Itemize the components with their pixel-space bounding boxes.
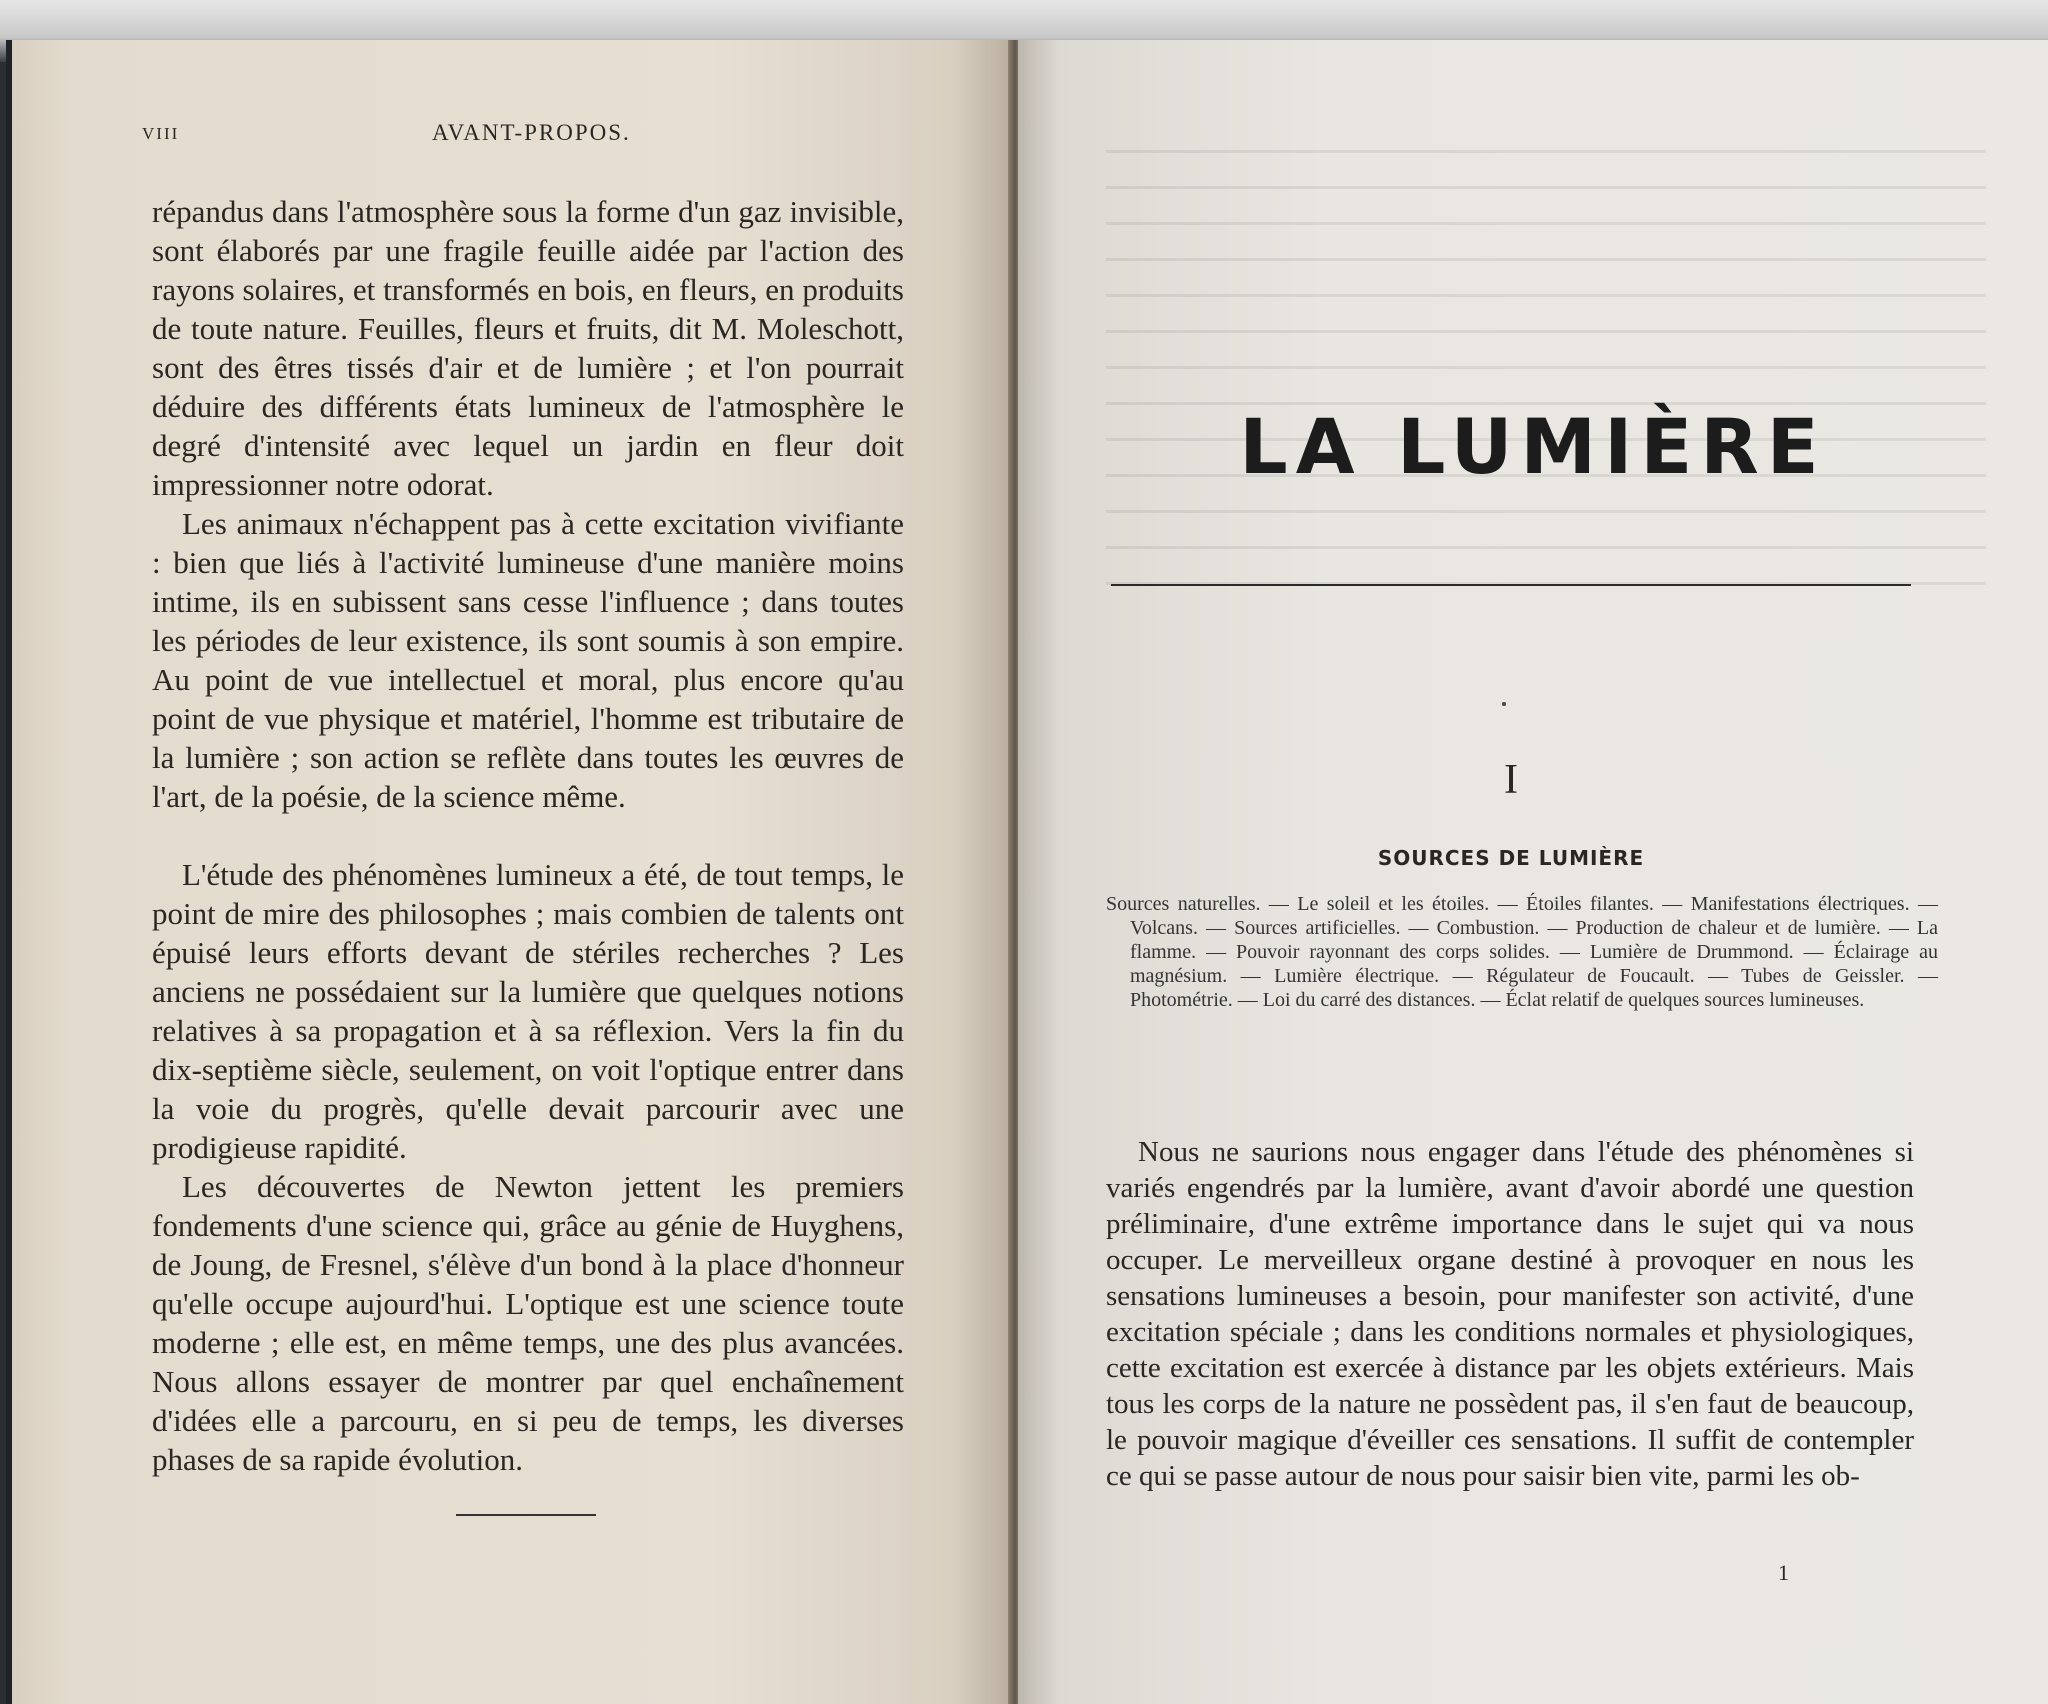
ornament-dot: [1502, 702, 1506, 706]
book-spread: [0, 40, 2048, 1704]
chapter-numeral: I: [1504, 757, 1518, 803]
section-title: SOURCES DE LUMIÈRE: [1377, 846, 1645, 870]
paragraph: Les animaux n'échappent pas à cette excitation vivifiante : bien que liés à l'activité lumineuse d'une manière moins intime, ils en subissent sans cesse l'influence ; dans toutes les périodes de leur existence, ils sont soumis à son empire. Au point de vue intellectuel et moral, plus encore qu'au point de vue physique et matériel, l'homme est tributaire de la lumière ; son action se reflète dans toutes les œuvres de l'art, de la poésie, de la science même.: [152, 506, 904, 814]
chapter-title: LA LUMIÈRE: [1239, 402, 1827, 491]
paragraph: Les découvertes de Newton jettent les premiers fondements d'une science qui, grâce au génie de Huyghens, de Joung, de Fresnel, s'élève d'un bond à la place d'honneur qu'elle occupe aujourd'hui. L'optique est une science toute moderne ; elle est, en même temps, une des plus avancées. Nous allons essayer de montrer par quel enchaînement d'idées elle a parcouru, en si peu de temps, les diverses phases de sa rapide évolution.: [152, 1169, 904, 1477]
left-page: [6, 40, 1012, 1704]
title-rule: [1111, 584, 1911, 586]
left-page-body: [152, 192, 904, 1479]
paragraph: répandus dans l'atmosphère sous la forme d'un gaz invisible, sont élaborés par une fragile feuille aidée par l'action des rayons solaires, et transformés en bois, en fleurs, en produits de toute nature. Feuilles, fleurs et fruits, dit M. Moleschott, sont des êtres tissés d'air et de lumière ; et l'on pourrait déduire des différents états lumineux de l'atmosphère le degré d'intensité avec lequel un jardin en fleur doit impressionner notre odorat.: [152, 194, 904, 502]
bleed-through-texture: [1106, 150, 1986, 610]
right-page-body: [1106, 1134, 1914, 1494]
left-page-number: VIII: [142, 124, 180, 143]
right-page: [1018, 40, 2048, 1704]
running-head-title: AVANT-PROPOS.: [432, 120, 631, 145]
right-page-number: 1: [1778, 1560, 1789, 1585]
end-rule: [456, 1514, 596, 1516]
paragraph: L'étude des phénomènes lumineux a été, de tout temps, le point de mire des philosophes ; mais combien de talents ont épuisé leurs efforts devant de stériles recherches ? Les anciens ne possédaient sur la lumière que quelques notions relatives à sa propagation et à sa réflexion. Vers la fin du dix-septième siècle, seulement, on voit l'optique entrer dans la voie du progrès, qu'elle devait parcourir avec une prodigieuse rapidité.: [152, 857, 904, 1165]
chapter-summary: Sources naturelles. — Le soleil et les étoiles. — Étoiles filantes. — Manifestations électriques. — Volcans. — Sources artificielles. — Combustion. — Production de chaleur et de lumière. — La flamme. — Pouvoir rayonnant des corps solides. — Lumière de Drummond. — Éclairage au magnésium. — Lumière électrique. — Régulateur de Foucault. — Tubes de Geissler. — Photométrie. — Loi du carré des distances. — Éclat relatif de quelques sources lumineuses.: [1106, 893, 1938, 1011]
paragraph: Nous ne saurions nous engager dans l'étude des phénomènes si variés engendrés par la lumière, avant d'avoir abordé une question préliminaire, d'une extrême importance dans le sujet qui va nous occuper. Le merveilleux organe destiné à provoquer en nous les sensations lumineuses a besoin, pour manifester son activité, d'une excitation spéciale ; dans les conditions normales et physiologiques, cette excitation est exercée à distance par les objets extérieurs. Mais tous les corps de la nature ne possèdent pas, il s'en faut de beaucoup, le pouvoir magique d'éveiller ces sensations. Il suffit de contempler ce qui se passe autour de nous pour saisir bien vite, parmi les ob-: [1106, 1136, 1914, 1492]
